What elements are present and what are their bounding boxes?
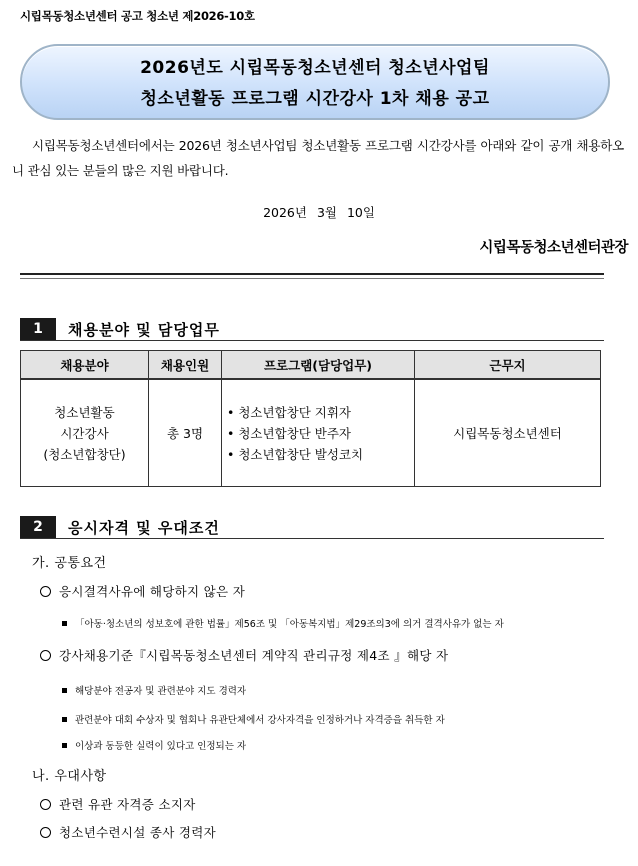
issuer-name: 시립목동청소년센터관장 [479,240,628,256]
requirement-subitem [62,738,246,752]
requirement-subitem [62,712,445,726]
requirement-item [40,582,245,600]
section-1-header [20,318,604,341]
requirement-subitem [62,683,246,697]
square-bullet-icon [62,688,67,693]
preferred-item [40,823,216,841]
preferred-heading: 나. 우대사항 [32,769,107,784]
header-count: 채용인원 [149,351,222,380]
duties-list [223,402,413,465]
cell-location: 시립목동청소년센터 [415,379,601,487]
preferred-text: 관련 유관 자격증 소지자 [59,797,196,812]
header-field: 채용분야 [21,351,149,380]
section-1-title: 채용분야 및 담당업무 [68,321,220,339]
square-bullet-icon [62,717,67,722]
duty-label: 청소년합창단 발성코치 [238,446,364,462]
subitem-text: 해당분야 전공자 및 관련분야 지도 경력자 [75,686,247,697]
cell-field [21,379,149,487]
requirement-text: 강사채용기준『시립목동청소년센터 계약직 관리규정 제4조 』해당 자 [59,648,449,663]
field-line: 청소년활동 [54,404,115,420]
recruit-table [20,350,601,487]
header-location: 근무지 [415,351,601,380]
circle-bullet-icon [40,799,51,810]
subitem-text: 관련분야 대회 수상자 및 협회나 유관단체에서 강사자격을 인정하거나 자격증을 취득한 자 [75,715,445,726]
header-program: 프로그램(담당업무) [222,351,415,380]
notice-number: 시립목동청소년센터 공고 청소년 제2026-10호 [20,9,255,23]
subitem-text: 「아동·청소년의 성보호에 관한 법률」제56조 및 「아동복지법」제29조의3에 의거 결격사유가 없는 자 [75,619,504,630]
section-2-header [20,516,604,539]
circle-bullet-icon [40,586,51,597]
section-2-title: 응시자격 및 우대조건 [68,519,220,537]
divider-rule-thin [20,278,604,279]
duty-item [227,444,413,465]
divider-rule [20,273,604,275]
duty-label: 청소년합창단 반주자 [238,425,352,441]
table-header-row [21,351,601,380]
title-line-1: 2026년도 시립목동청소년센터 청소년사업팀 [140,58,490,78]
circle-bullet-icon [40,827,51,838]
title-line-2: 청소년활동 프로그램 시간강사 1차 채용 공고 [140,89,490,109]
square-bullet-icon [62,743,67,748]
notice-date: 2026년 3월 10일 [263,205,375,220]
field-line: (청소년합창단) [43,446,126,462]
subitem-text: 이상과 동등한 실력이 있다고 인정되는 자 [75,741,247,752]
section-1-number: 1 [20,318,56,340]
intro-paragraph: 시립목동청소년센터에서는 2026년 청소년사업팀 청소년활동 프로그램 시간강사를 아래와 같이 공개 채용하오니 관심 있는 분들의 많은 지원 바랍니다. [12,138,624,178]
duty-item [227,402,413,423]
square-bullet-icon [62,621,67,626]
table-row [21,379,601,487]
preferred-item [40,795,196,813]
cell-count: 총 3명 [149,379,222,487]
section-2-number: 2 [20,516,56,538]
requirement-item [40,646,448,664]
requirement-text: 응시결격사유에 해당하지 않은 자 [59,584,246,599]
circle-bullet-icon [40,650,51,661]
cell-duties [222,379,415,487]
duty-item [227,423,413,444]
requirement-subitem [62,616,504,630]
common-requirements-heading: 가. 공통요건 [32,556,107,571]
duty-label: 청소년합창단 지휘자 [238,404,352,420]
field-line: 시간강사 [60,425,109,441]
preferred-text: 청소년수련시설 종사 경력자 [59,825,217,840]
